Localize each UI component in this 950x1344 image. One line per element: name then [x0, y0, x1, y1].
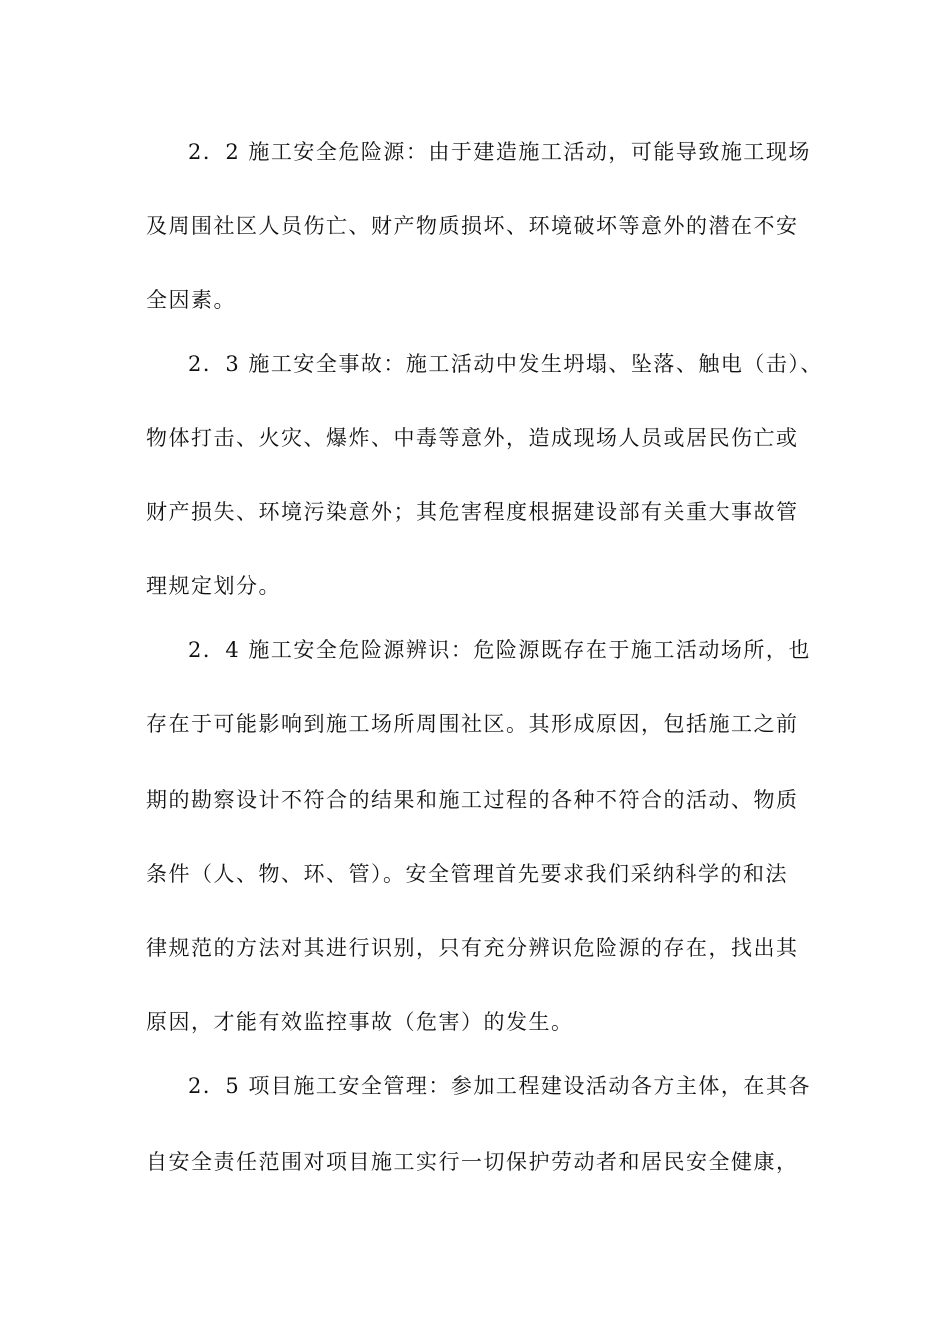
section-2-3-line-2: 物体打击、火灾、爆炸、中毒等意外，造成现场人员或居民伤亡或 — [146, 426, 799, 450]
section-2-4-line-2: 存在于可能影响到施工场所周围社区。其形成原因，包括施工之前 — [146, 712, 799, 736]
section-2-3-line-3: 财产损失、环境污染意外；其危害程度根据建设部有关重大事故管 — [146, 500, 799, 524]
section-2-4-line-4: 条件（人、物、环、管）。安全管理首先要求我们采纳科学的和法 — [146, 862, 788, 886]
section-2-3-line-1: 2．3 施工安全事故：施工活动中发生坍塌、坠落、触电（击）、 — [188, 352, 823, 376]
section-2-2-line-3: 全因素。 — [146, 288, 236, 312]
section-2-5-line-1: 2．5 项目施工安全管理：参加工程建设活动各方主体，在其各 — [188, 1074, 811, 1098]
section-2-4-line-3: 期的勘察设计不符合的结果和施工过程的各种不符合的活动、物质 — [146, 788, 799, 812]
section-2-2-line-1: 2．2 施工安全危险源：由于建造施工活动，可能导致施工现场 — [188, 140, 811, 164]
section-2-2-line-2: 及周围社区人员伤亡、财产物质损坏、环境破坏等意外的潜在不安 — [146, 214, 799, 238]
section-2-4-line-1: 2．4 施工安全危险源辨识：危险源既存在于施工活动场所，也 — [188, 638, 811, 662]
section-2-3-line-4: 理规定划分。 — [146, 574, 281, 598]
section-2-5-line-2: 自安全责任范围对项目施工实行一切保护劳动者和居民安全健康， — [146, 1150, 799, 1174]
section-2-4-line-5: 律规范的方法对其进行识别，只有充分辨识危险源的存在，找出其 — [146, 936, 799, 960]
section-2-4-line-6: 原因，才能有效监控事故（危害）的发生。 — [146, 1010, 574, 1034]
